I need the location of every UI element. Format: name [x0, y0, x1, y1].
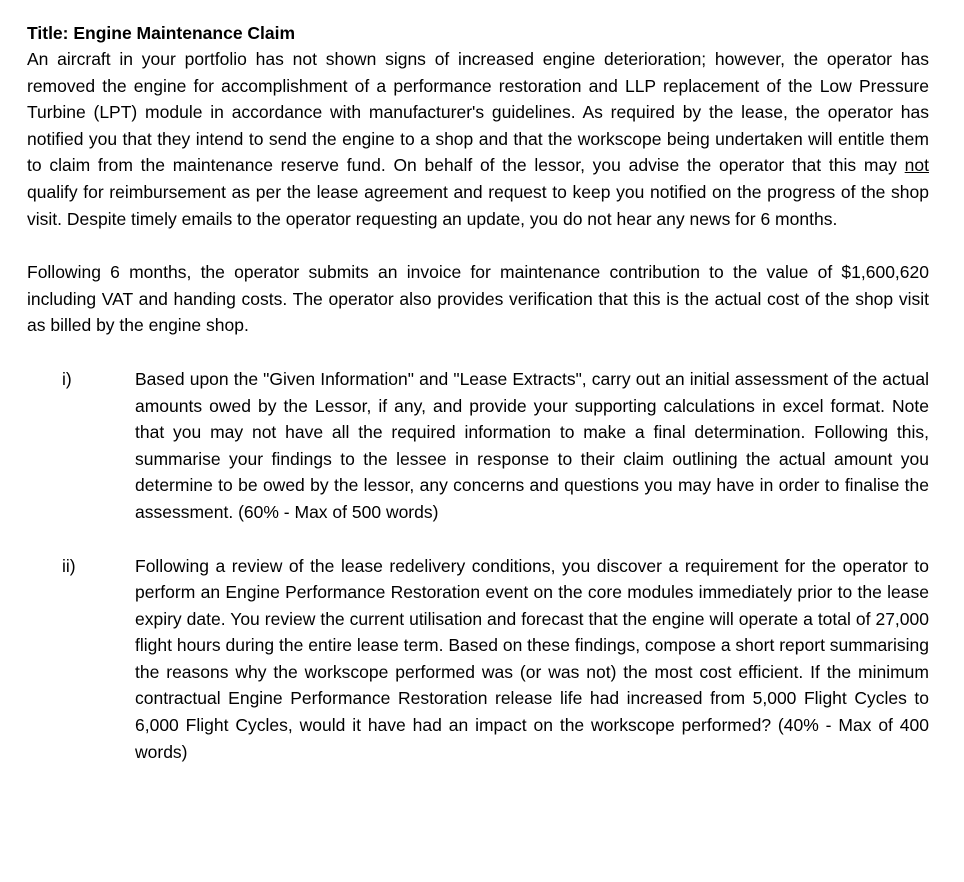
question-number: i) [62, 368, 72, 389]
question-item [27, 366, 929, 526]
document-title: Title: Engine Maintenance Claim [27, 23, 296, 43]
invoice-paragraph: Following 6 months, the operator submits an invoice for maintenance contribution to the value of $1,600,620 including VAT and handing costs. The operator also provides verification that this is the actual cost of the shop visit as billed by the engine shop. [27, 262, 929, 336]
document-page [27, 20, 929, 765]
underlined-not: not [904, 155, 929, 176]
intro-paragraph-part1: An aircraft in your portfolio has not shown signs of increased engine deterioration; however, the operator has removed the engine for accomplishment of a performance restoration and LLP replacement of the Low Pressure Turbine (LPT) module in accordance with manufacturer's guidelines. As required by the lease, the operator has notified you that they intend to send the engine to a shop and that the workscope being undertaken will entitle them to claim from the maintenance reserve fund. On behalf of the lessor, you advise the operator that this may [27, 49, 929, 176]
question-item [27, 553, 929, 766]
question-text: Following a review of the lease redelivery conditions, you discover a requirement for the operator to perform an Engine Performance Restoration event on the core modules immediately prior to the lease expiry date. You review the current utilisation and forecast that the engine will operate a total of 27,000 flight hours during the entire lease term. Based on these findings, compose a short report summarising the reasons why the workscope performed was (or was not) the most cost efficient. If the minimum contractual Engine Performance Restoration release life had increased from 5,000 Flight Cycles to 6,000 Flight Cycles, would it have had an impact on the workscope performed? (40% - Max of 400 words) [135, 555, 929, 762]
intro-paragraph [27, 46, 929, 232]
question-number: ii) [62, 555, 76, 576]
question-text: Based upon the "Given Information" and "Lease Extracts", carry out an initial assessment of the actual amounts owed by the Lessor, if any, and provide your supporting calculations in excel format. Note that you may not have all the required information to make a final determination. Following this, summarise your findings to the lessee in response to their claim outlining the actual amount you determine to be owed by the lessor, any concerns and questions you may have in order to finalise the assessment. (60% - Max of 500 words) [135, 368, 929, 522]
intro-paragraph-part2: qualify for reimbursement as per the lease agreement and request to keep you notified on the progress of the shop visit. Despite timely emails to the operator requesting an update, you do not hear any news for 6 months. [27, 181, 929, 229]
